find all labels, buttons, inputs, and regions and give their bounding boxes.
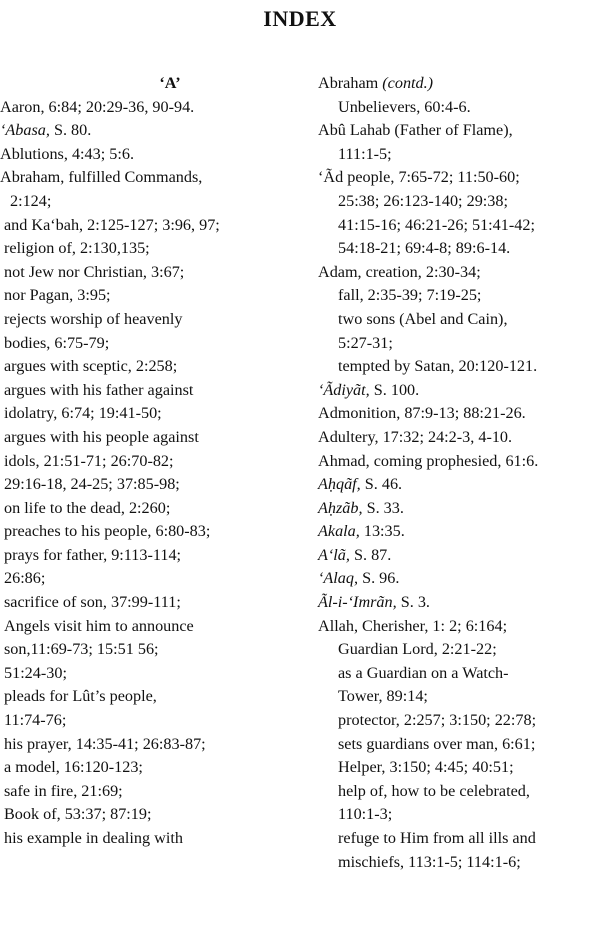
- left-entries: [0, 96, 300, 851]
- index-entry-line: Admonition, 87:9-13; 88:21-26.: [318, 404, 526, 423]
- index-entry-line: as a Guardian on a Watch-: [338, 663, 509, 682]
- index-entry-line: Abraham (contd.): [318, 74, 434, 92]
- index-entry-line: argues with his father against: [4, 380, 194, 399]
- index-entry-line: Adam, creation, 2:30-34;: [318, 262, 481, 281]
- index-entry-line: A‘lã, S. 87.: [318, 545, 392, 564]
- index-entry-line: Adultery, 17:32; 24:2-3, 4-10.: [318, 427, 513, 446]
- index-entry-line: his prayer, 14:35-41; 26:83-87;: [4, 734, 206, 753]
- index-entry-line: Unbelievers, 60:4-6.: [338, 97, 471, 116]
- index-entry-line: idols, 21:51-71; 26:70-82;: [4, 451, 174, 470]
- index-entry-line: rejects worship of heavenly: [4, 309, 183, 328]
- index-entry-line: 2:124;: [10, 191, 52, 210]
- index-entry-line: 11:74-76;: [4, 711, 67, 730]
- section-letter-heading: ‘A’: [159, 74, 181, 92]
- index-entry-line: bodies, 6:75-79;: [4, 333, 110, 352]
- index-entry-line: Guardian Lord, 2:21-22;: [338, 640, 497, 659]
- index-entry-line: argues with his people against: [4, 427, 199, 446]
- index-entry-line: 51:24-30;: [4, 663, 67, 682]
- index-entry-line: sacrifice of son, 37:99-111;: [4, 593, 181, 612]
- index-entry-line: help of, how to be celebrated,: [338, 781, 530, 800]
- index-entry-line: prays for father, 9:113-114;: [4, 545, 182, 564]
- index-entry-line: Book of, 53:37; 87:19;: [4, 805, 152, 824]
- index-entry-line: 25:38; 26:123-140; 29:38;: [338, 191, 508, 210]
- index-entry-line: Allah, Cherisher, 1: 2; 6:164;: [318, 616, 508, 635]
- index-entry-line: Abraham, fulfilled Commands,: [0, 168, 203, 187]
- index-entry-line: 54:18-21; 69:4-8; 89:6-14.: [338, 239, 511, 258]
- index-entry-line: 41:15-16; 46:21-26; 51:41-42;: [338, 215, 535, 234]
- index-entry-line: ‘Abasa, S. 80.: [0, 121, 92, 140]
- index-entry-line: Aaron, 6:84; 20:29-36, 90-94.: [0, 97, 195, 116]
- index-entry-line: argues with sceptic, 2:258;: [4, 357, 178, 376]
- index-entry-line: on life to the dead, 2:260;: [4, 498, 171, 517]
- index-entry-line: 111:1-5;: [338, 144, 392, 163]
- index-column-right: [318, 72, 600, 874]
- index-entry-line: preaches to his people, 6:80-83;: [4, 522, 211, 541]
- index-entry-line: Aḥqãf, S. 46.: [318, 475, 403, 494]
- index-entry-line: Akala, 13:35.: [318, 522, 405, 541]
- index-entry-line: and Ka‘bah, 2:125-127; 3:96, 97;: [4, 215, 220, 234]
- index-entry-line: not Jew nor Christian, 3:67;: [4, 262, 185, 281]
- index-entry-line: 5:27-31;: [338, 333, 393, 352]
- index-entry-line: son,11:69-73; 15:51 56;: [4, 640, 159, 659]
- index-entry-line: pleads for Lût’s people,: [4, 687, 157, 706]
- index-entry-line: safe in fire, 21:69;: [4, 781, 123, 800]
- index-entry-line: 29:16-18, 24-25; 37:85-98;: [4, 475, 180, 494]
- index-column-left: [0, 72, 300, 851]
- index-entry-line: mischiefs, 113:1-5; 114:1-6;: [338, 852, 521, 871]
- index-entry-line: idolatry, 6:74; 19:41-50;: [4, 404, 162, 423]
- right-entries: [318, 72, 600, 874]
- index-entry-line: fall, 2:35-39; 7:19-25;: [338, 286, 482, 305]
- index-entry-line: ‘Ãd people, 7:65-72; 11:50-60;: [318, 168, 520, 187]
- index-entry-line: Aḥzãb, S. 33.: [318, 498, 404, 517]
- index-entry-line: ‘Alaq, S. 96.: [318, 569, 400, 588]
- index-entry-line: ‘Ãdiyãt, S. 100.: [318, 380, 420, 399]
- index-entry-line: his example in dealing with: [4, 829, 183, 847]
- index-entry-line: Tower, 89:14;: [338, 687, 428, 706]
- index-entry-line: 26:86;: [4, 569, 46, 588]
- index-entry-line: nor Pagan, 3:95;: [4, 286, 111, 305]
- index-entry-line: religion of, 2:130,135;: [4, 239, 150, 258]
- index-entry-line: sets guardians over man, 6:61;: [338, 734, 536, 753]
- index-entry-line: Angels visit him to announce: [4, 616, 194, 635]
- index-entry-line: Ahmad, coming prophesied, 61:6.: [318, 451, 539, 470]
- index-entry-line: two sons (Abel and Cain),: [338, 309, 508, 328]
- index-entry-line: Ablutions, 4:43; 5:6.: [0, 144, 135, 163]
- index-entry-line: refuge to Him from all ills and: [338, 829, 536, 847]
- index-entry-line: 110:1-3;: [338, 805, 393, 824]
- index-entry-line: a model, 16:120-123;: [4, 758, 143, 777]
- index-entry-line: tempted by Satan, 20:120-121.: [338, 357, 538, 376]
- index-entry-line: Ãl-i-‘Imrãn, S. 3.: [318, 593, 430, 612]
- index-entry-line: Helper, 3:150; 4:45; 40:51;: [338, 758, 514, 777]
- index-entry-line: Abû Lahab (Father of Flame),: [318, 121, 513, 140]
- page-title: INDEX: [263, 6, 337, 31]
- index-entry-line: protector, 2:257; 3:150; 22:78;: [338, 711, 537, 730]
